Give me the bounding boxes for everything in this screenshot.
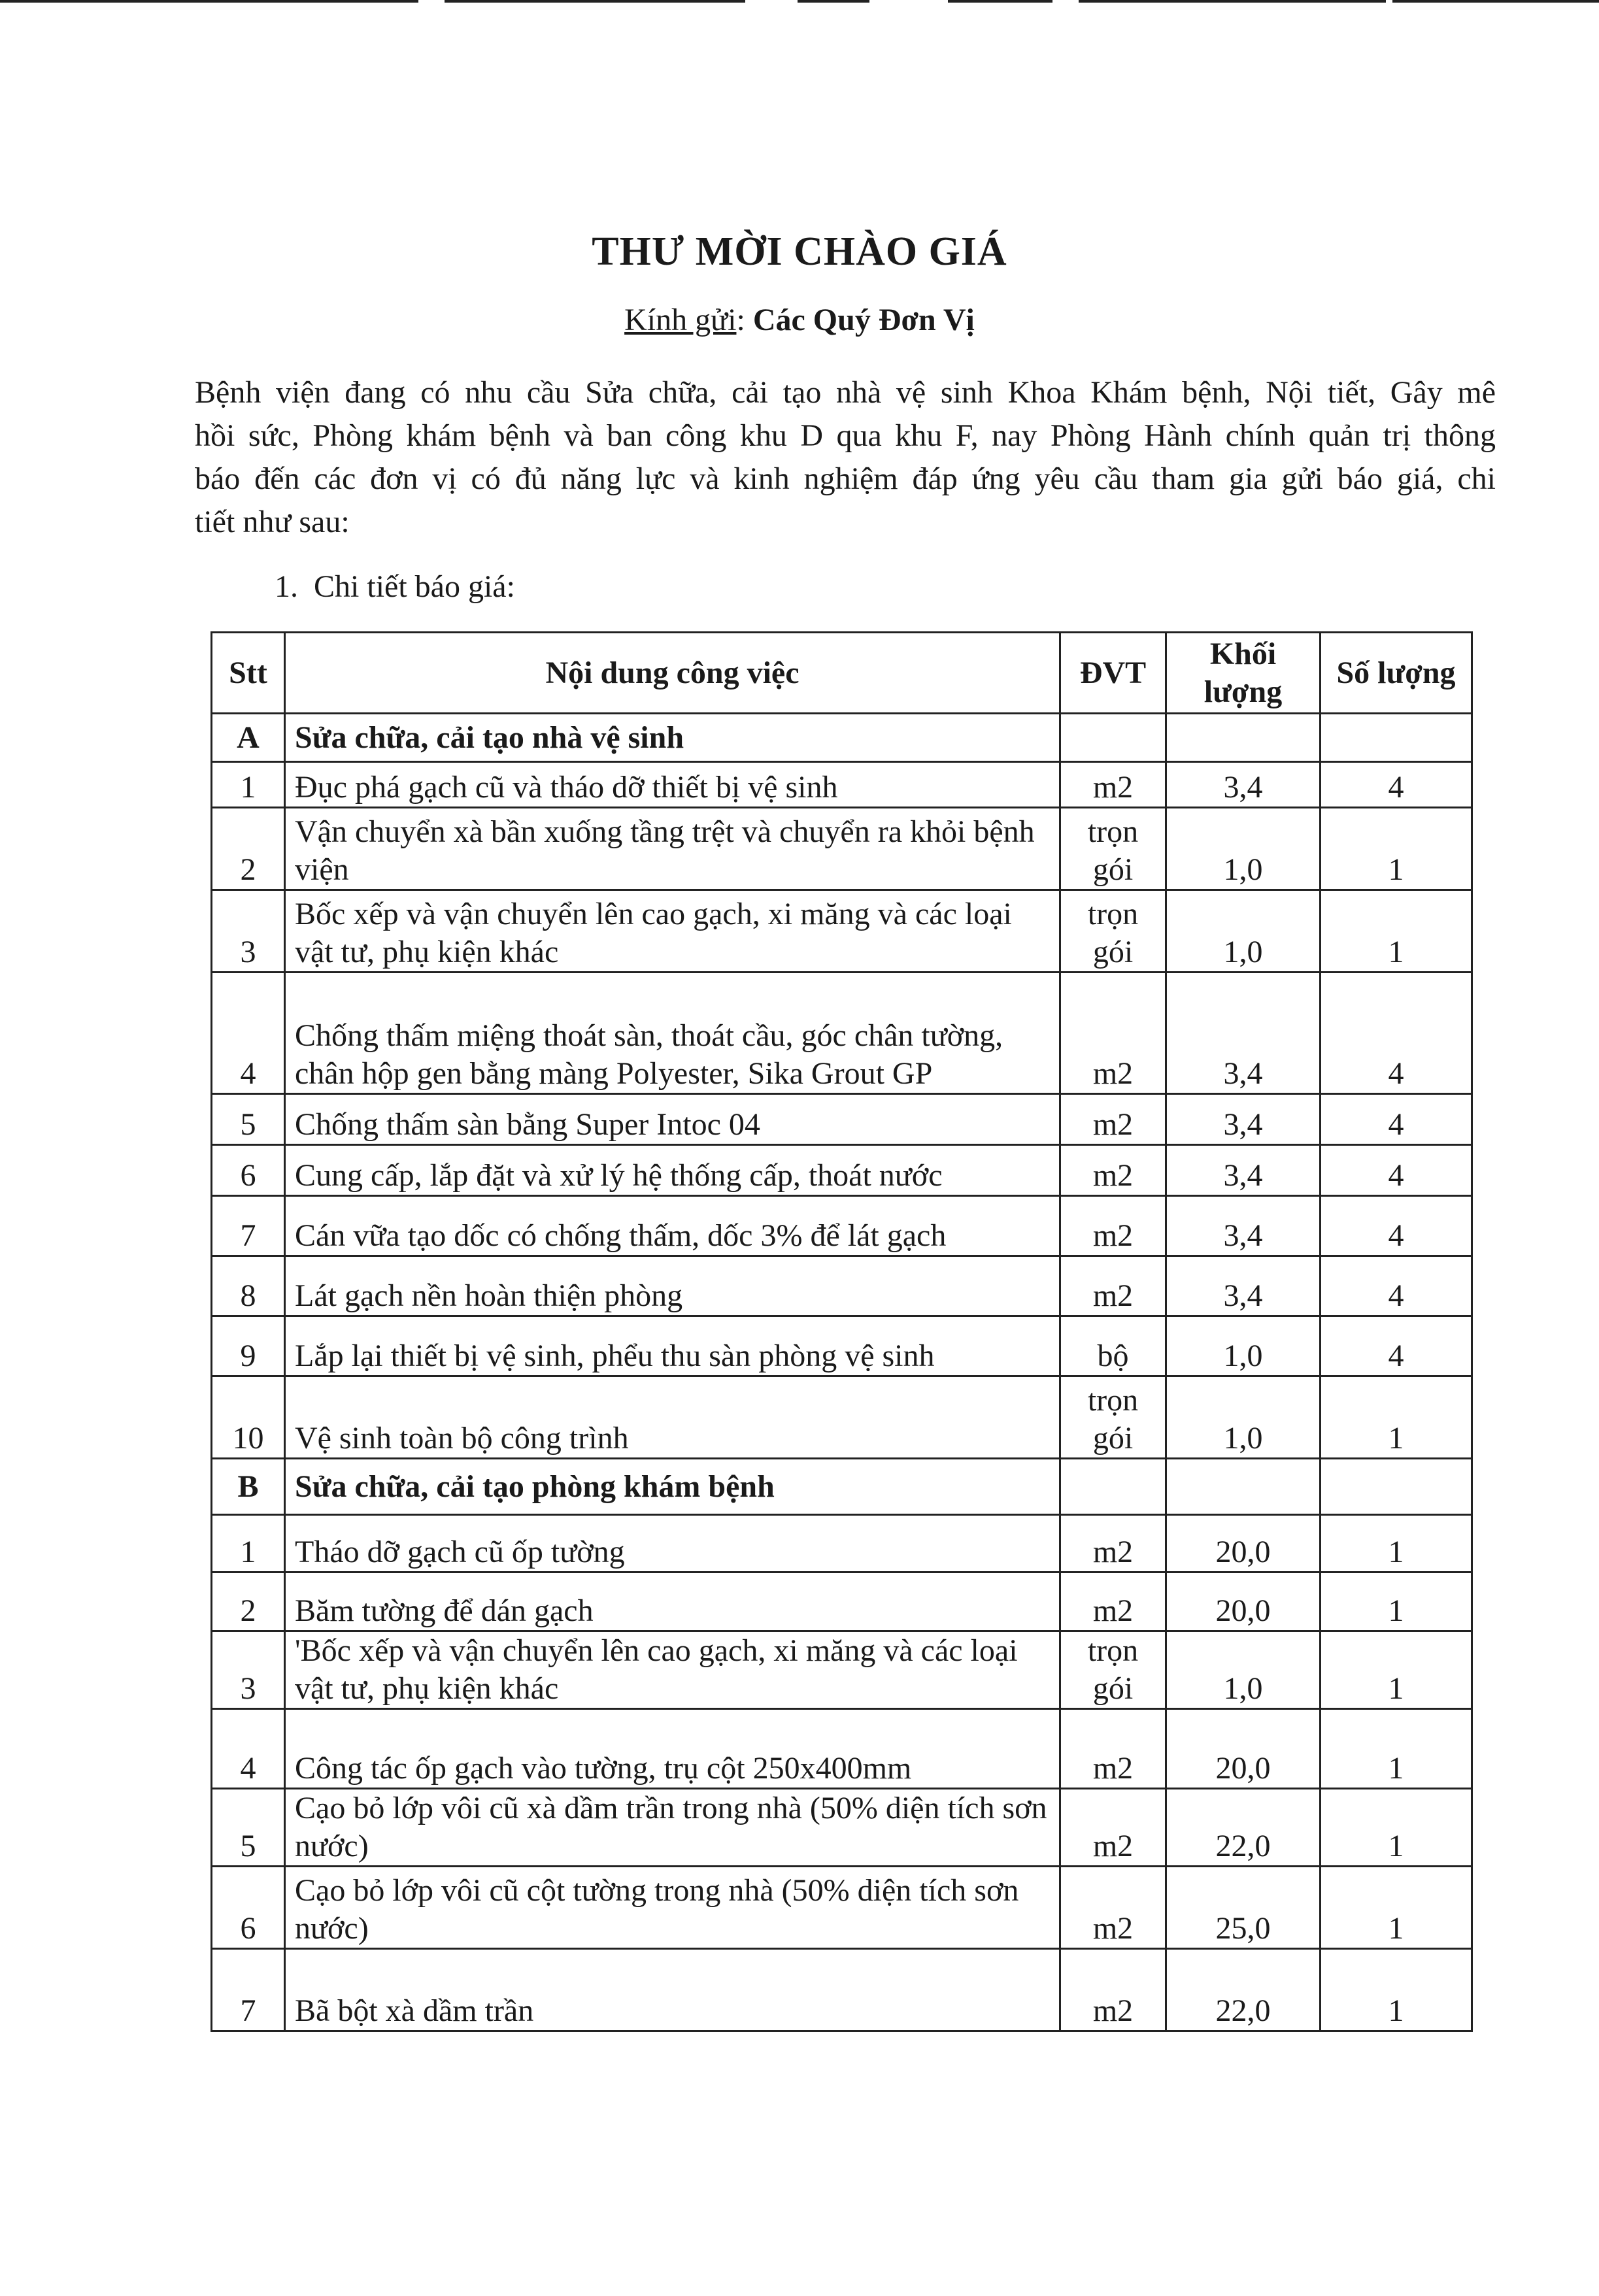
section-title: Sửa chữa, cải tạo phòng khám bệnh [285,1459,1060,1515]
row-description: Tháo dỡ gạch cũ ốp tường [285,1515,1060,1572]
section-title: Sửa chữa, cải tạo nhà vệ sinh [285,714,1060,762]
row-so-luong: 4 [1321,1256,1472,1316]
row-so-luong: 4 [1321,762,1472,808]
row-description: Bốc xếp và vận chuyển lên cao gạch, xi măng và các loại vật tư, phụ kiện khác [285,890,1060,973]
table-row [212,890,1472,973]
table-row [212,1631,1472,1709]
row-so-luong: 4 [1321,973,1472,1094]
row-stt: 7 [212,1196,285,1256]
row-unit: m2 [1060,1867,1166,1949]
scan-edge-mark [0,0,418,3]
row-so-luong: 1 [1321,1631,1472,1709]
intro-line: hồi sức, Phòng khám bệnh và ban công khu D qua khu F, nay Phòng Hành chính quản trị thông [195,418,1496,453]
row-unit: m2 [1060,1789,1166,1867]
recipient-line [0,302,1599,338]
table-row [212,1572,1472,1631]
row-unit: m2 [1060,1709,1166,1789]
table-row [212,973,1472,1094]
row-stt: 5 [212,1789,285,1867]
table-row [212,1316,1472,1376]
scan-edge-mark [948,0,1052,3]
row-so-luong: 1 [1321,1709,1472,1789]
row-description: Vận chuyển xà bần xuống tầng trệt và chuyển ra khỏi bệnh viện [285,808,1060,890]
row-unit: m2 [1060,1094,1166,1145]
row-so-luong: 1 [1321,1572,1472,1631]
recipient-separator: : [736,303,753,337]
table-body [212,714,1472,2031]
row-khoi-luong: 20,0 [1166,1515,1321,1572]
row-description: Công tác ốp gạch vào tường, trụ cột 250x400mm [285,1709,1060,1789]
table-row [212,762,1472,808]
row-so-luong: 1 [1321,1867,1472,1949]
table-row [212,1867,1472,1949]
table-row [212,1789,1472,1867]
row-description: Cạo bỏ lớp vôi cũ xà dầm trần trong nhà (50% diện tích sơn nước) [285,1789,1060,1867]
row-khoi-luong: 25,0 [1166,1867,1321,1949]
empty-cell [1321,714,1472,762]
row-unit: m2 [1060,973,1166,1094]
empty-cell [1166,1459,1321,1515]
row-so-luong: 1 [1321,890,1472,973]
table-row [212,1094,1472,1145]
row-khoi-luong: 1,0 [1166,1376,1321,1459]
row-khoi-luong: 3,4 [1166,1145,1321,1196]
row-stt: 2 [212,808,285,890]
section-heading: 1. Chi tiết báo giá: [275,569,515,604]
row-unit: m2 [1060,762,1166,808]
row-khoi-luong: 3,4 [1166,1094,1321,1145]
row-stt: 4 [212,1709,285,1789]
row-so-luong: 4 [1321,1145,1472,1196]
row-so-luong: 1 [1321,808,1472,890]
row-unit: trọn gói [1060,1631,1166,1709]
row-so-luong: 1 [1321,1515,1472,1572]
header-stt: Stt [212,633,285,714]
row-description: Cán vữa tạo dốc có chống thấm, dốc 3% để lát gạch [285,1196,1060,1256]
row-unit: m2 [1060,1572,1166,1631]
document-title: THƯ MỜI CHÀO GIÁ [592,229,1007,274]
row-description: Chống thấm sàn bằng Super Intoc 04 [285,1094,1060,1145]
row-stt: 6 [212,1867,285,1949]
empty-cell [1321,1459,1472,1515]
table-row [212,1256,1472,1316]
empty-cell [1060,714,1166,762]
header-so-luong: Số lượng [1321,633,1472,714]
table-row [212,1145,1472,1196]
row-description: Bã bột xà dầm trần [285,1949,1060,2031]
empty-cell [1166,714,1321,762]
scan-edge-mark [1392,0,1599,3]
row-unit: m2 [1060,1145,1166,1196]
row-unit: trọn gói [1060,808,1166,890]
row-unit: m2 [1060,1515,1166,1572]
row-stt: 2 [212,1572,285,1631]
row-khoi-luong: 22,0 [1166,1789,1321,1867]
row-description: Chống thấm miệng thoát sàn, thoát cầu, góc chân tường, chân hộp gen bằng màng Polyester, Sika Grout GP [285,973,1060,1094]
section-code: B [212,1459,285,1515]
row-stt: 7 [212,1949,285,2031]
recipient-value: Các Quý Đơn Vị [752,303,975,337]
row-stt: 10 [212,1376,285,1459]
intro-line: báo đến các đơn vị có đủ năng lực và kinh nghiệm đáp ứng yêu cầu tham gia gửi báo giá, chi [195,461,1496,496]
row-stt: 3 [212,890,285,973]
table-row [212,1709,1472,1789]
row-khoi-luong: 1,0 [1166,890,1321,973]
row-unit: bộ [1060,1316,1166,1376]
row-description: Cạo bỏ lớp vôi cũ cột tường trong nhà (50% diện tích sơn nước) [285,1867,1060,1949]
row-description: Lắp lại thiết bị vệ sinh, phểu thu sàn phòng vệ sinh [285,1316,1060,1376]
row-description: Băm tường để dán gạch [285,1572,1060,1631]
row-khoi-luong: 3,4 [1166,1256,1321,1316]
scan-edge-mark [1079,0,1386,3]
row-description: Vệ sinh toàn bộ công trình [285,1376,1060,1459]
row-unit: m2 [1060,1256,1166,1316]
section-code: A [212,714,285,762]
row-description: Cung cấp, lắp đặt và xử lý hệ thống cấp, thoát nước [285,1145,1060,1196]
row-unit: m2 [1060,1196,1166,1256]
row-stt: 4 [212,973,285,1094]
section-row [212,1459,1472,1515]
row-description: 'Bốc xếp và vận chuyển lên cao gạch, xi măng và các loại vật tư, phụ kiện khác [285,1631,1060,1709]
intro-line: tiết như sau: [195,505,350,539]
quote-table [210,631,1473,2032]
empty-cell [1060,1459,1166,1515]
row-khoi-luong: 1,0 [1166,1316,1321,1376]
section-row [212,714,1472,762]
row-khoi-luong: 1,0 [1166,1631,1321,1709]
intro-paragraph [195,371,1496,544]
table-row [212,1949,1472,2031]
table-row [212,1376,1472,1459]
row-description: Lát gạch nền hoàn thiện phòng [285,1256,1060,1316]
row-so-luong: 4 [1321,1196,1472,1256]
row-stt: 5 [212,1094,285,1145]
row-khoi-luong: 20,0 [1166,1709,1321,1789]
row-stt: 1 [212,762,285,808]
header-dvt: ĐVT [1060,633,1166,714]
scan-edge-mark [445,0,745,3]
row-stt: 3 [212,1631,285,1709]
recipient-label: Kính gửi [624,303,737,337]
row-khoi-luong: 20,0 [1166,1572,1321,1631]
row-khoi-luong: 22,0 [1166,1949,1321,2031]
row-unit: trọn gói [1060,890,1166,973]
row-khoi-luong: 1,0 [1166,808,1321,890]
row-khoi-luong: 3,4 [1166,762,1321,808]
row-unit: m2 [1060,1949,1166,2031]
row-so-luong: 1 [1321,1376,1472,1459]
table-row [212,808,1472,890]
row-khoi-luong: 3,4 [1166,1196,1321,1256]
header-desc: Nội dung công việc [285,633,1060,714]
table-row [212,1515,1472,1572]
row-so-luong: 4 [1321,1094,1472,1145]
row-stt: 9 [212,1316,285,1376]
row-stt: 6 [212,1145,285,1196]
row-so-luong: 1 [1321,1789,1472,1867]
row-stt: 8 [212,1256,285,1316]
scan-edge-mark [798,0,869,3]
row-so-luong: 4 [1321,1316,1472,1376]
row-khoi-luong: 3,4 [1166,973,1321,1094]
row-unit: trọn gói [1060,1376,1166,1459]
row-stt: 1 [212,1515,285,1572]
header-khoi-luong: Khối lượng [1166,633,1321,714]
row-description: Đục phá gạch cũ và tháo dỡ thiết bị vệ sinh [285,762,1060,808]
intro-line: Bệnh viện đang có nhu cầu Sửa chữa, cải tạo nhà vệ sinh Khoa Khám bệnh, Nội tiết, Gây mê [195,375,1496,410]
table-header-row [212,633,1472,714]
table-row [212,1196,1472,1256]
row-so-luong: 1 [1321,1949,1472,2031]
